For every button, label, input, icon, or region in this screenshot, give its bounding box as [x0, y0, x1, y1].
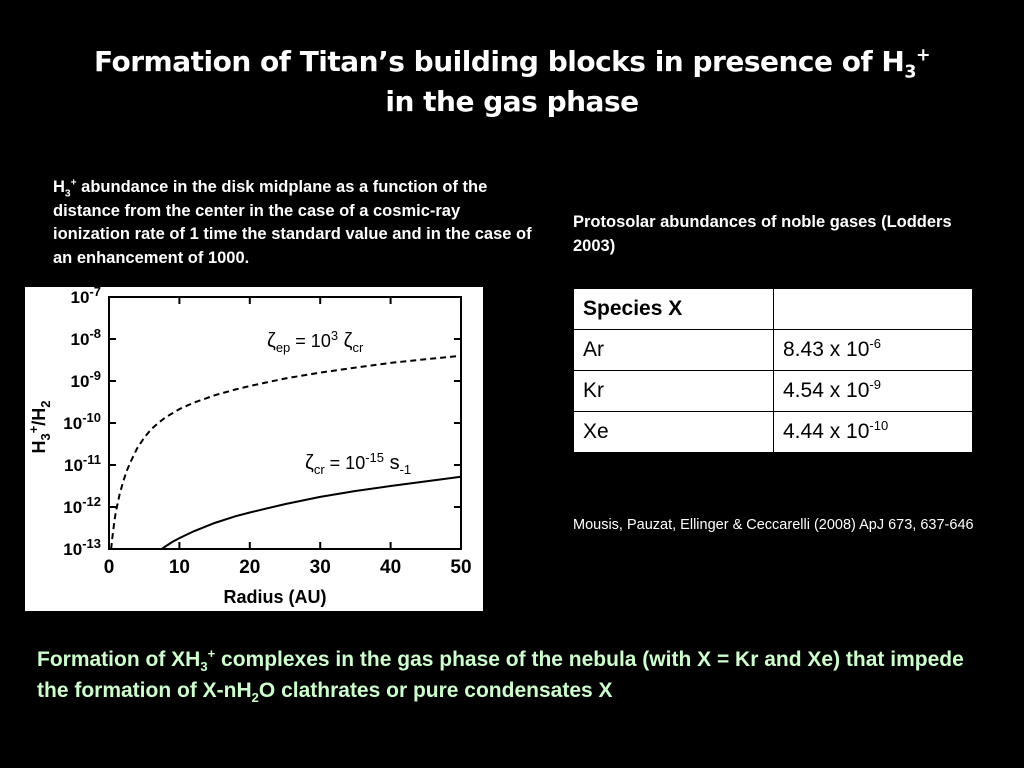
slide-title-line-2: in the gas phase	[385, 85, 639, 118]
table-cell-species: Xe	[574, 412, 774, 453]
abundance-table	[573, 288, 973, 453]
slide-title-line-1: Formation of Titan’s building blocks in presence of $H_3^+$	[94, 45, 930, 83]
y-axis-label: $H_3^+/H_2$	[26, 400, 53, 454]
y-tick-label: $10^{-11}$	[64, 452, 101, 475]
figure-caption: $H_3^+$ abundance in the disk midplane as a function of the distance from the center in the case of a cosmic-ray ionization rate of 1 time the standard value and in the case of an enhancement of 1000.	[53, 177, 532, 267]
x-tick-label: 40	[380, 557, 402, 578]
table-cell-abundance: 4.54 x $10^{-9}$	[774, 371, 973, 412]
table-cell-species: Kr	[574, 371, 774, 412]
table-cell-abundance: 8.43 x $10^{-6}$	[774, 330, 973, 371]
plot-frame	[109, 297, 461, 549]
table-cell-species: Ar	[574, 330, 774, 371]
series-line-enhanced	[111, 356, 461, 549]
y-tick-label: $10^{-9}$	[70, 368, 101, 391]
table-cell-abundance: 4.44 x $10^{-10}$	[774, 412, 973, 453]
x-tick-label: 20	[239, 557, 261, 578]
table-header-row	[574, 289, 973, 330]
table-row	[574, 412, 973, 453]
conclusion-text: Formation of $XH_3^+$ complexes in the gas phase of the nebula (with X = Kr and Xe) that impede the formation of $X-nH_2O$ clathrates or pure condensates X	[37, 646, 964, 706]
table-row	[574, 371, 973, 412]
x-tick-label: 10	[168, 557, 190, 578]
table-header-value	[774, 289, 973, 330]
y-tick-label: $10^{-10}$	[63, 410, 101, 433]
series-label-enhanced: $\zeta_{ep} = 10^3$ $\zeta_{cr}$	[267, 328, 364, 355]
series-label-standard: $\zeta_{cr} = 10^{-15}$ $s_{-1}$	[305, 450, 412, 477]
series-line-standard	[162, 477, 461, 549]
slide-title	[0, 42, 1024, 122]
table-header-species: Species X	[574, 289, 774, 330]
y-tick-label: $10^{-12}$	[63, 494, 101, 517]
y-tick-label: $10^{-13}$	[63, 536, 101, 559]
y-tick-label: $10^{-8}$	[70, 326, 101, 349]
y-tick-label: $10^{-7}$	[70, 287, 101, 307]
x-axis-label: Radius (AU)	[223, 587, 327, 607]
table-row	[574, 330, 973, 371]
x-tick-label: 30	[309, 557, 331, 578]
reference-citation: Mousis, Pauzat, Ellinger & Ceccarelli (2008) ApJ 673, 637-646	[573, 517, 974, 533]
abundance-plot-svg	[25, 287, 483, 611]
table-caption: Protosolar abundances of noble gases (Lodders 2003)	[573, 213, 952, 255]
x-tick-label: 50	[450, 557, 472, 578]
abundance-plot	[25, 287, 483, 611]
x-tick-label: 0	[103, 557, 115, 578]
